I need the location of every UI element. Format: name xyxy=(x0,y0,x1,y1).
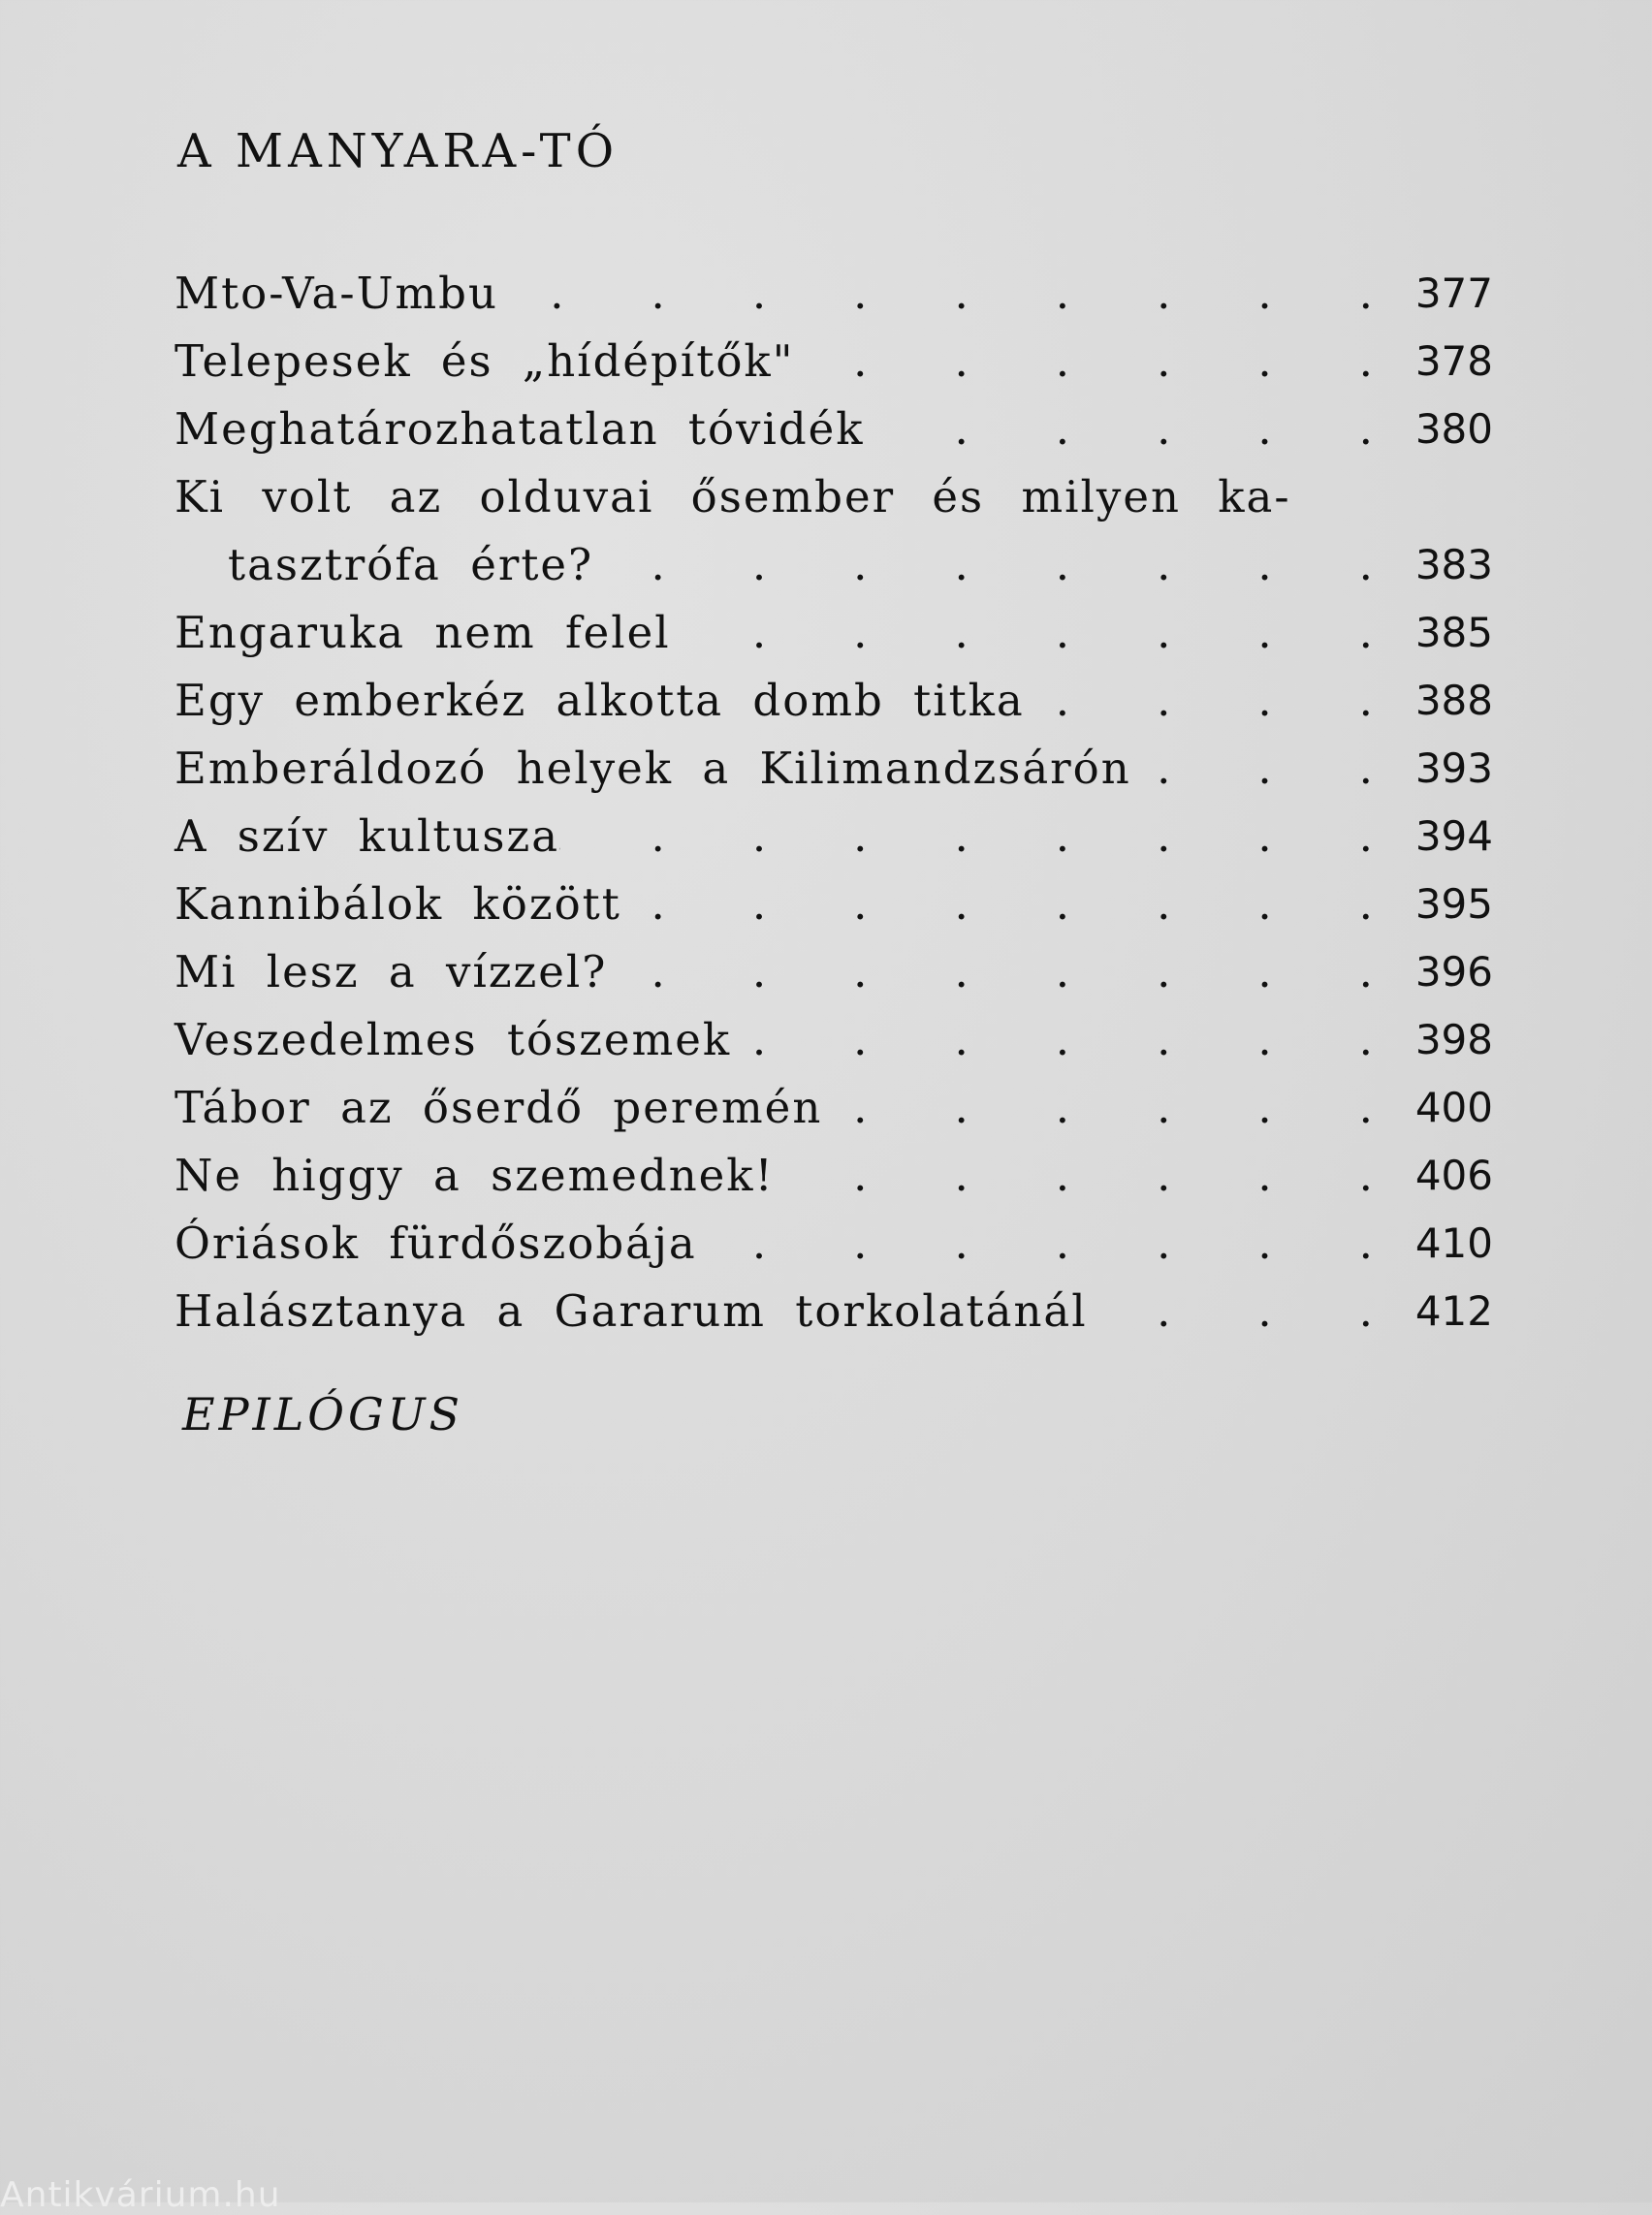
toc-entry-page: 380 xyxy=(1414,405,1493,453)
toc-entry-page: 377 xyxy=(1414,269,1493,317)
dot-leader xyxy=(593,531,1386,599)
dot-leader xyxy=(697,1210,1386,1278)
epilogue-heading: EPILÓGUS xyxy=(182,1388,463,1440)
toc-entry-page: 378 xyxy=(1414,337,1493,385)
toc-entry-title: tasztrófa érte? xyxy=(228,539,594,590)
dot-leader xyxy=(794,328,1386,396)
toc-entry xyxy=(175,328,1493,396)
toc-entry xyxy=(175,260,1493,328)
toc-entry-page: 394 xyxy=(1414,812,1493,860)
toc-entry-title: Ki volt az olduvai ősember és milyen ka- xyxy=(175,471,1291,522)
toc-entry xyxy=(175,1210,1493,1278)
toc-entry xyxy=(175,1006,1493,1074)
toc-entry-title: Ne higgy a szemednek! xyxy=(175,1150,775,1201)
toc-entry-title: Óriások fürdőszobája xyxy=(175,1218,697,1269)
toc-entry xyxy=(175,396,1493,463)
dot-leader xyxy=(1088,1278,1386,1345)
toc-entry xyxy=(175,1074,1493,1142)
table-of-contents xyxy=(175,260,1493,1345)
toc-entry-page: 398 xyxy=(1414,1016,1493,1063)
dot-leader xyxy=(498,260,1386,328)
toc-entry-title: Kannibálok között xyxy=(175,878,621,930)
toc-entry-page: 410 xyxy=(1414,1219,1493,1267)
toc-entry-title: Emberáldozó helyek a Kilimandzsárón xyxy=(175,743,1131,794)
dot-leader xyxy=(1025,667,1386,735)
dot-leader xyxy=(775,1142,1386,1210)
watermark: Antikvárium.hu xyxy=(0,2175,281,2215)
toc-entry xyxy=(175,463,1493,531)
toc-entry-page: 400 xyxy=(1414,1084,1493,1131)
toc-entry-page: 385 xyxy=(1414,609,1493,656)
toc-entry xyxy=(175,735,1493,803)
toc-entry-title: Veszedelmes tószemek xyxy=(175,1014,732,1065)
toc-entry-page: 406 xyxy=(1414,1152,1493,1199)
dot-leader xyxy=(621,870,1386,938)
toc-entry-title: Telepesek és „hídépítők" xyxy=(175,335,795,387)
dot-leader xyxy=(607,938,1386,1006)
toc-entry-title: Egy emberkéz alkotta domb titka xyxy=(175,675,1025,726)
toc-entry-title: Tábor az őserdő peremén xyxy=(175,1082,823,1133)
toc-entry xyxy=(175,667,1493,735)
dot-leader xyxy=(559,803,1386,870)
toc-entry-title: Mto-Va-Umbu xyxy=(175,268,498,319)
section-title: A MANYARA-TÓ xyxy=(177,124,620,178)
toc-entry xyxy=(175,1142,1493,1210)
toc-entry xyxy=(175,1278,1493,1345)
dot-leader xyxy=(1131,735,1386,803)
toc-entry-title: A szív kultusza xyxy=(175,810,560,862)
toc-entry xyxy=(175,870,1493,938)
toc-entry xyxy=(175,531,1493,599)
toc-entry xyxy=(175,599,1493,667)
toc-entry-page: 412 xyxy=(1414,1287,1493,1335)
toc-entry-title: Meghatározhatatlan tóvidék xyxy=(175,403,865,455)
toc-entry-title: Engaruka nem felel xyxy=(175,607,671,658)
toc-entry-page: 395 xyxy=(1414,880,1493,928)
dot-leader xyxy=(671,599,1386,667)
toc-entry xyxy=(175,938,1493,1006)
toc-entry-page: 388 xyxy=(1414,677,1493,724)
toc-entry-title: Mi lesz a vízzel? xyxy=(175,946,608,997)
toc-entry xyxy=(175,803,1493,870)
toc-entry-page: 393 xyxy=(1414,744,1493,792)
toc-entry-page: 396 xyxy=(1414,948,1493,996)
dot-leader xyxy=(822,1074,1386,1142)
dot-leader xyxy=(731,1006,1386,1074)
toc-entry-title: Halásztanya a Gararum torkolatánál xyxy=(175,1285,1088,1337)
toc-entry-page: 383 xyxy=(1414,541,1493,588)
dot-leader xyxy=(865,396,1386,463)
